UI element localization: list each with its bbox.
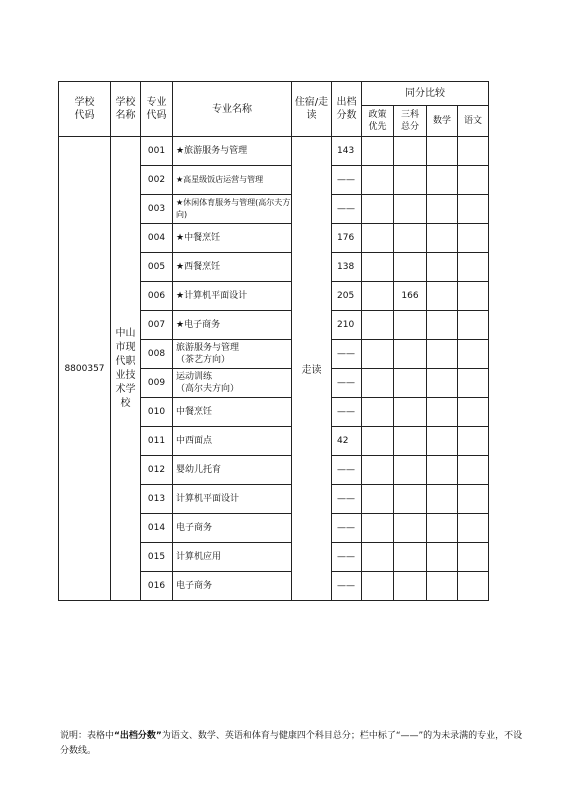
header-same-score-compare: 同分比较 xyxy=(362,82,489,106)
major-name-cell: 计算机平面设计 xyxy=(173,485,292,514)
major-code-cell: 002 xyxy=(141,166,173,195)
admit-score-cell: —— xyxy=(332,572,362,601)
major-name-cell: 中西面点 xyxy=(173,427,292,456)
math-cell xyxy=(427,137,458,166)
major-code-cell: 013 xyxy=(141,485,173,514)
major-code-cell: 008 xyxy=(141,340,173,369)
major-name-cell: 旅游服务与管理 （茶艺方向） xyxy=(173,340,292,369)
footnote xyxy=(60,729,530,759)
header-boarding: 住宿/走读 xyxy=(292,82,332,137)
three-subject-total-cell xyxy=(394,311,427,340)
math-cell xyxy=(427,543,458,572)
policy-priority-cell xyxy=(362,427,394,456)
chinese-cell xyxy=(458,456,489,485)
chinese-cell xyxy=(458,572,489,601)
chinese-cell xyxy=(458,224,489,253)
three-subject-total-cell xyxy=(394,427,427,456)
boarding-cell: 走读 xyxy=(292,137,332,601)
chinese-cell xyxy=(458,427,489,456)
math-cell xyxy=(427,195,458,224)
math-cell xyxy=(427,398,458,427)
major-name-cell: 电子商务 xyxy=(173,514,292,543)
policy-priority-cell xyxy=(362,166,394,195)
admit-score-cell: 210 xyxy=(332,311,362,340)
admit-score-cell: —— xyxy=(332,485,362,514)
policy-priority-cell xyxy=(362,398,394,427)
major-code-cell: 007 xyxy=(141,311,173,340)
math-cell xyxy=(427,572,458,601)
chinese-cell xyxy=(458,195,489,224)
math-cell xyxy=(427,311,458,340)
major-name-cell: ★旅游服务与管理 xyxy=(173,137,292,166)
major-name-cell: ★高星级饭店运营与管理 xyxy=(173,166,292,195)
policy-priority-cell xyxy=(362,572,394,601)
chinese-cell xyxy=(458,543,489,572)
three-subject-total-cell xyxy=(394,456,427,485)
chinese-cell xyxy=(458,369,489,398)
three-subject-total-cell xyxy=(394,195,427,224)
policy-priority-cell xyxy=(362,311,394,340)
policy-priority-cell xyxy=(362,253,394,282)
three-subject-total-cell xyxy=(394,166,427,195)
three-subject-total-cell xyxy=(394,514,427,543)
chinese-cell xyxy=(458,166,489,195)
admit-score-cell: 176 xyxy=(332,224,362,253)
school-code-cell: 8800357 xyxy=(59,137,111,601)
math-cell xyxy=(427,369,458,398)
admit-score-cell: —— xyxy=(332,166,362,195)
major-code-cell: 011 xyxy=(141,427,173,456)
admit-score-cell: —— xyxy=(332,340,362,369)
header-chinese: 语文 xyxy=(458,106,489,137)
major-name-cell: ★中餐烹饪 xyxy=(173,224,292,253)
major-name-cell: 电子商务 xyxy=(173,572,292,601)
major-code-cell: 004 xyxy=(141,224,173,253)
policy-priority-cell xyxy=(362,514,394,543)
chinese-cell xyxy=(458,311,489,340)
major-code-cell: 016 xyxy=(141,572,173,601)
policy-priority-cell xyxy=(362,456,394,485)
major-code-cell: 005 xyxy=(141,253,173,282)
admit-score-cell: —— xyxy=(332,195,362,224)
math-cell xyxy=(427,456,458,485)
math-cell xyxy=(427,282,458,311)
admit-score-cell: —— xyxy=(332,398,362,427)
three-subject-total-cell xyxy=(394,253,427,282)
math-cell xyxy=(427,166,458,195)
three-subject-total-cell xyxy=(394,398,427,427)
chinese-cell xyxy=(458,398,489,427)
chinese-cell xyxy=(458,340,489,369)
major-name-cell: 计算机应用 xyxy=(173,543,292,572)
major-code-cell: 001 xyxy=(141,137,173,166)
footnote-prefix: 说明：表格中 xyxy=(60,731,115,741)
chinese-cell xyxy=(458,485,489,514)
math-cell xyxy=(427,224,458,253)
major-name-cell: ★计算机平面设计 xyxy=(173,282,292,311)
major-name-cell: 中餐烹饪 xyxy=(173,398,292,427)
admit-score-cell: 143 xyxy=(332,137,362,166)
policy-priority-cell xyxy=(362,282,394,311)
policy-priority-cell xyxy=(362,195,394,224)
major-name-cell: 运动训练 （高尔夫方向） xyxy=(173,369,292,398)
chinese-cell xyxy=(458,282,489,311)
three-subject-total-cell xyxy=(394,369,427,398)
header-school-name: 学校名称 xyxy=(111,82,141,137)
admit-score-cell: 42 xyxy=(332,427,362,456)
admit-score-cell: —— xyxy=(332,514,362,543)
admit-score-cell: —— xyxy=(332,456,362,485)
policy-priority-cell xyxy=(362,340,394,369)
math-cell xyxy=(427,253,458,282)
major-code-cell: 015 xyxy=(141,543,173,572)
chinese-cell xyxy=(458,514,489,543)
major-name-cell: ★电子商务 xyxy=(173,311,292,340)
major-name-cell: ★休闲体育服务与管理(高尔夫方向) xyxy=(173,195,292,224)
major-name-cell: ★西餐烹饪 xyxy=(173,253,292,282)
major-code-cell: 006 xyxy=(141,282,173,311)
three-subject-total-cell xyxy=(394,543,427,572)
three-subject-total-cell xyxy=(394,340,427,369)
major-code-cell: 003 xyxy=(141,195,173,224)
three-subject-total-cell xyxy=(394,224,427,253)
admit-score-cell: 138 xyxy=(332,253,362,282)
chinese-cell xyxy=(458,253,489,282)
policy-priority-cell xyxy=(362,485,394,514)
math-cell xyxy=(427,427,458,456)
header-admit-score: 出档分数 xyxy=(332,82,362,137)
header-major-name: 专业名称 xyxy=(173,82,292,137)
policy-priority-cell xyxy=(362,543,394,572)
major-code-cell: 012 xyxy=(141,456,173,485)
major-code-cell: 009 xyxy=(141,369,173,398)
major-name-cell: 婴幼儿托育 xyxy=(173,456,292,485)
three-subject-total-cell xyxy=(394,572,427,601)
chinese-cell xyxy=(458,137,489,166)
admit-score-cell: 205 xyxy=(332,282,362,311)
header-policy-priority: 政策优先 xyxy=(362,106,394,137)
math-cell xyxy=(427,514,458,543)
header-major-code: 专业代码 xyxy=(141,82,173,137)
footnote-bold: “出档分数” xyxy=(114,731,162,741)
table-row xyxy=(59,137,489,166)
major-code-cell: 010 xyxy=(141,398,173,427)
policy-priority-cell xyxy=(362,137,394,166)
admit-score-cell: —— xyxy=(332,369,362,398)
admit-score-cell: —— xyxy=(332,543,362,572)
math-cell xyxy=(427,485,458,514)
three-subject-total-cell xyxy=(394,485,427,514)
footnote-rest: 为语文、数学、英语和体育与健康四个科目总分；栏中标了“——”的为未录满的专业，不设分数线。 xyxy=(60,731,523,756)
header-school-code: 学校代码 xyxy=(59,82,111,137)
header-math: 数学 xyxy=(427,106,458,137)
school-name-cell: 中山市现代职业技术学校 xyxy=(111,137,141,601)
policy-priority-cell xyxy=(362,369,394,398)
admission-score-table xyxy=(58,81,489,601)
major-code-cell: 014 xyxy=(141,514,173,543)
header-three-subject-total: 三科总分 xyxy=(394,106,427,137)
three-subject-total-cell: 166 xyxy=(394,282,427,311)
three-subject-total-cell xyxy=(394,137,427,166)
math-cell xyxy=(427,340,458,369)
policy-priority-cell xyxy=(362,224,394,253)
